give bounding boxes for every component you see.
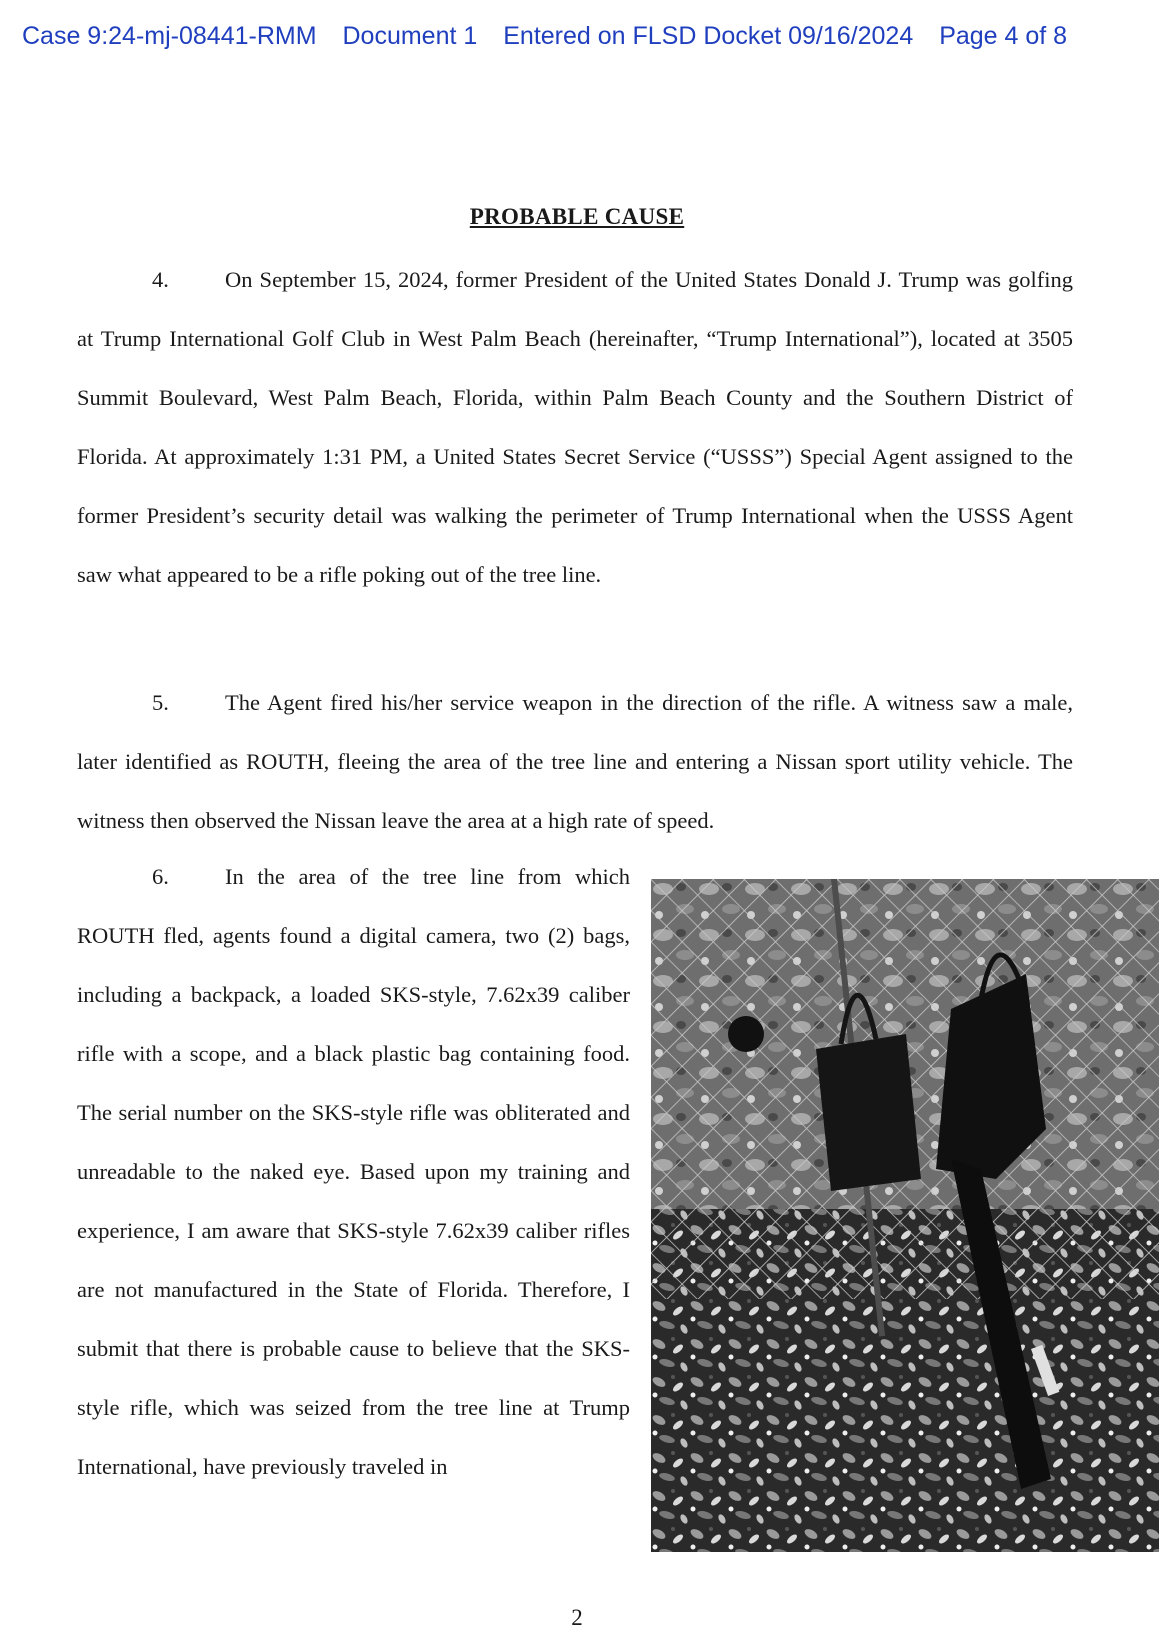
docket-header [22, 22, 1134, 51]
paragraph-text: On September 15, 2024, former President of the United States Donald J. Trump was golfing at Trump International Golf Club in West Palm Beach (hereinafter, “Trump International”), located at 3505 Summit Boulevard, West Palm Beach, Florida, within Palm Beach County and the Southern District of Florida. At approximately 1:31 PM, a United States Secret Service (“USSS”) Special Agent assigned to the former President’s security detail was walking the perimeter of Trump International when the USSS Agent saw what appeared to be a rifle poking out of the tree line. [77, 267, 1073, 587]
paragraph-4 [77, 250, 1073, 604]
evidence-photo [651, 879, 1159, 1552]
page-number: 2 [571, 1605, 583, 1630]
case-number: Case 9:24-mj-08441-RMM [22, 22, 317, 50]
paragraph-number: 5. [152, 690, 169, 715]
paragraph-text: In the area of the tree line from which ROUTH fled, agents found a digital camera, two (2) bags, including a backpack, a loaded SKS-style, 7.62x39 caliber rifle with a scope, and a black plastic bag containing food. The serial number on the SKS-style rifle was obliterated and unreadable to the naked eye. Based upon my training and experience, I am aware that SKS-style 7.62x39 caliber rifles are not manufactured in the State of Florida. Therefore, I submit that there is probable cause to believe that the SKS-style rifle, which was seized from the tree line at Trump International, have previously traveled in [77, 864, 630, 1479]
paragraph-number: 4. [152, 267, 169, 292]
paragraph-5 [77, 673, 1073, 850]
paragraph-text: The Agent fired his/her service weapon in the direction of the rifle. A witness saw a male, later identified as ROUTH, fleeing the area of the tree line and entering a Nissan sport utility vehicle. The witness then observed the Nissan leave the area at a high rate of speed. [77, 690, 1073, 833]
paragraph-number: 6. [152, 864, 169, 889]
paragraph-6 [77, 847, 630, 1496]
docket-entry-date: Entered on FLSD Docket 09/16/2024 [503, 22, 914, 50]
document-number: Document 1 [342, 22, 478, 50]
section-title: PROBABLE CAUSE [469, 204, 685, 229]
page-indicator: Page 4 of 8 [939, 22, 1068, 50]
